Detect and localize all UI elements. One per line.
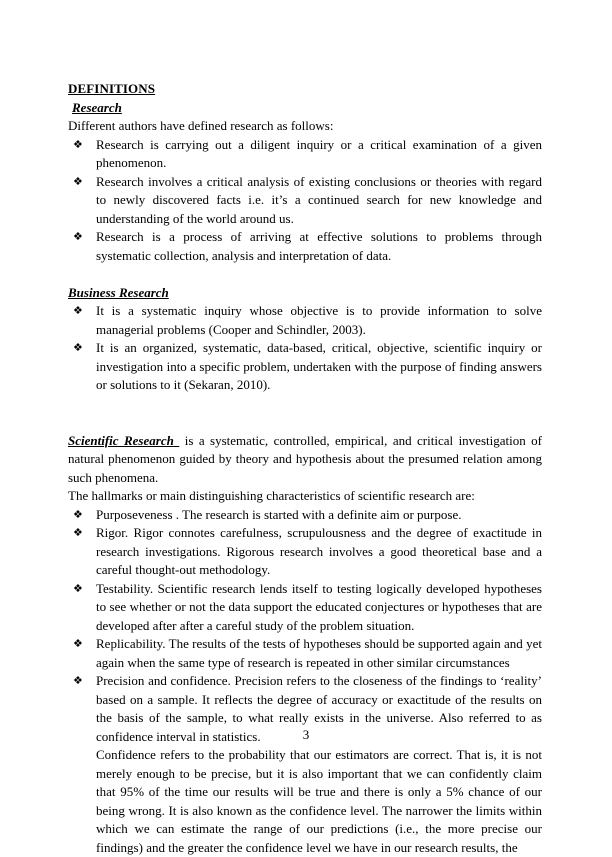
inline-heading-scientific-research: Scientific Research [68, 432, 174, 448]
diamond-bullet-icon: ❖ [73, 304, 83, 317]
diamond-bullet-icon: ❖ [73, 230, 83, 243]
heading-definitions: DEFINITIONS [68, 81, 156, 96]
hallmarks-intro-text: The hallmarks or main distinguishing characteristics of scientific research are: [68, 488, 475, 503]
research-bullet-list [68, 136, 542, 266]
subheading-business-research [68, 284, 542, 303]
list-item [68, 635, 542, 672]
research-intro-text: Different authors have defined research as follows: [68, 118, 334, 133]
list-item-text: Research is a process of arriving at effective solutions to problems through systematic collection, analysis and interpretation of data. [96, 229, 542, 263]
confidence-paragraph: Confidence refers to the probability that our estimators are correct. That is, it is not merely enough to be precise, but it is also important that we can confidently claim that 95% of the time our results will be true and there is only a 5% chance of our being wrong. It is also known as the confidence level. The narrower the limits within which we can estimate the range of our predictions (i.e., the more precise our findings) and the greater the confidence level we have in our research results, the [96, 747, 542, 855]
subheading-research-text: Research [72, 99, 122, 115]
list-item [68, 228, 542, 265]
subheading-business-research-text: Business Research [68, 284, 169, 300]
subheading-research [68, 99, 542, 118]
list-item-text: Precision and confidence. Precision refers to the closeness of the findings to ‘reality’ based on a sample. It reflects the degree of accuracy or exactitude of the results on the basis of the sample, to what really exists in the universe. Also referred to as confidence interval in statistics. [96, 673, 542, 744]
list-item-text: Replicability. The results of the tests of hypotheses should be supported again and yet again when the same type of research is repeated in other similar circumstances [96, 636, 542, 670]
list-item [68, 580, 542, 636]
list-item-text: Testability. Scientific research lends itself to testing logically developed hypotheses to see whether or not the data support the educated conjectures or hypotheses that are developed after after a careful study of the problem situation. [96, 580, 542, 633]
diamond-bullet-icon: ❖ [73, 581, 83, 595]
diamond-bullet-icon: ❖ [73, 674, 83, 687]
scientific-research-definition [68, 432, 542, 488]
list-item [68, 524, 542, 580]
list-item-text: Research involves a critical analysis of existing conclusions or theories with regard to newly discovered facts i.e. it’s a continued search for new knowledge and understanding of the world around us. [96, 173, 542, 226]
scientific-research-definition-body: is a systematic, controlled, empirical, and critical investigation of natural phenomenon guided by theory and hypothesis about the presumed relation among such phenomena. [68, 432, 542, 485]
business-research-bullet-list [68, 302, 542, 395]
diamond-bullet-icon: ❖ [73, 137, 83, 151]
diamond-bullet-icon: ❖ [73, 526, 83, 539]
section-spacer [68, 265, 542, 284]
list-item-text: Rigor. Rigor connotes carefulness, scrupulousness and the degree of exactitude in research investigations. Rigorous research involves a good theoretical base and a careful thought-out methodology. [96, 525, 542, 577]
diamond-bullet-icon: ❖ [73, 174, 83, 188]
list-item-text: Research is carrying out a diligent inquiry or a critical examination of a given phenomenon. [96, 136, 542, 170]
list-item-text: Purposeveness . The research is started with a definite aim or purpose. [96, 506, 462, 522]
section-spacer [68, 395, 542, 414]
hallmarks-bullet-list [68, 506, 542, 747]
list-item [68, 136, 542, 173]
section-spacer [68, 413, 542, 432]
diamond-bullet-icon: ❖ [73, 341, 83, 354]
diamond-bullet-icon: ❖ [73, 637, 83, 650]
list-item-text: It is a systematic inquiry whose objective is to provide information to solve managerial problems (Cooper and Schindler, 2003). [96, 303, 542, 337]
page-number: 3 [302, 727, 310, 742]
list-item-text: It is an organized, systematic, data-based, critical, objective, scientific inquiry or investigation into a specific problem, undertaken with the purpose of finding answers or solutions to it (Sekaran, 2010). [96, 340, 542, 392]
list-item [68, 173, 542, 229]
list-item [68, 302, 542, 339]
list-item [68, 339, 542, 395]
list-item [68, 506, 542, 525]
diamond-bullet-icon: ❖ [73, 507, 83, 521]
